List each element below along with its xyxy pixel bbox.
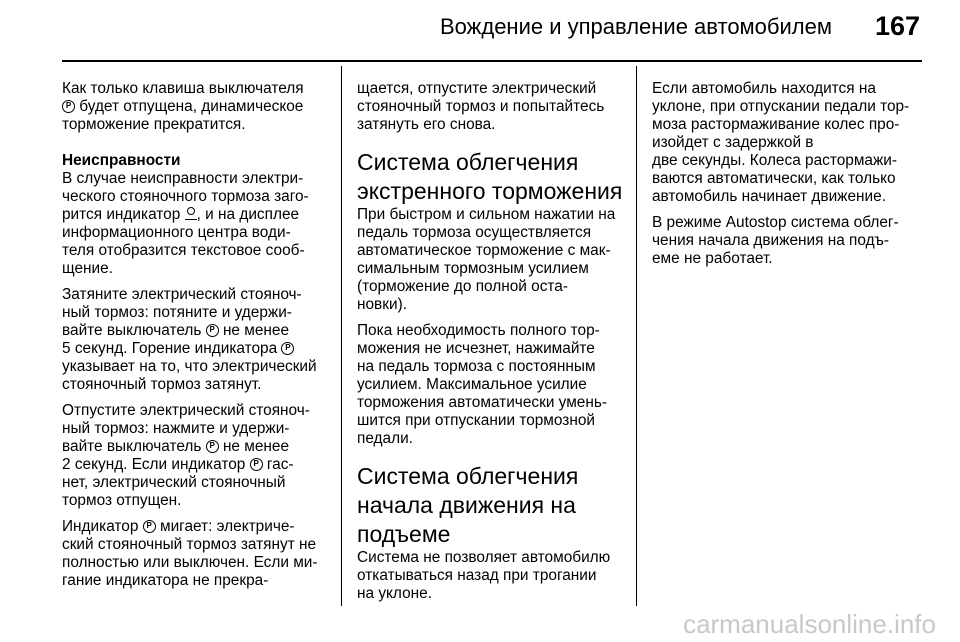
paragraph: Система не позволяет автомобилю откатываться назад при трогании на уклоне. (357, 549, 611, 602)
parking-brake-icon (206, 324, 219, 337)
header-divider (62, 60, 922, 62)
paragraph: В режиме Autostop система облег- чения начала движения на подъ- еме не работает. (652, 214, 899, 267)
column-divider (341, 66, 342, 606)
column-1 (62, 80, 332, 598)
page-number: 167 (874, 11, 920, 41)
paragraph: Отпустите электрический стояноч- ный тормоз: нажмите и удержи- вайте выключатель P не менее 2 секунд. Если индикатор P гас- нет, электрический стояночный тормоз отпущен. (62, 402, 332, 510)
page-header (0, 0, 960, 62)
column-2 (357, 80, 627, 611)
watermark: carmanualsonline.info (683, 609, 936, 639)
paragraph: Пока необходимость полного тор- можения не исчезнет, нажимайте на педаль тормоза с постоянным усилием. Максимальное усилие торможения автоматически умень- шится при отпускании тормозной педали. (357, 322, 607, 447)
parking-brake-icon (143, 520, 156, 533)
parking-brake-icon (250, 458, 263, 471)
column-divider (636, 66, 637, 606)
paragraph: Неисправности В случае неисправности электри- ческого стояночного тормоза заго- рится индикатор , и на дисплее информационного центра води- теля отобразится текстовое сооб- щение. (62, 152, 309, 277)
parking-brake-icon (62, 100, 75, 113)
parking-brake-icon (281, 342, 294, 355)
column-3 (652, 80, 922, 276)
paragraph: щается, отпустите электрический стояночный тормоз и попытайтесь затянуть его снова. (357, 80, 605, 133)
subheading: Неисправности (62, 152, 181, 169)
paragraph: Если автомобиль находится на уклоне, при отпускании педали тор- моза растормаживание колес про- изойдет с задержкой в две секунды. Колеса растормажи- ваются автоматически, как только автомобиль начинает движение. (652, 80, 910, 205)
paragraph: Затяните электрический стояноч- ный тормоз: потяните и удержи- вайте выключатель P не менее 5 секунд. Горение индикатора P указывает на то, что электрический стояночный тормоз затянут. (62, 286, 332, 394)
brake-fault-icon (185, 207, 197, 221)
page-title: Вождение и управление автомобилем (439, 14, 832, 39)
paragraph: При быстром и сильном нажатии на педаль тормоза осуществляется автоматическое торможение с мак- симальным тормозным усилием (торможение до полной оста- новки). (357, 206, 616, 313)
paragraph: Индикатор P мигает: электриче- ский стояночный тормоз затянут не полностью или выключен. Если ми- гание индикатора не прекра- (62, 518, 332, 590)
section-heading: Система облегчения экстренного торможения (357, 149, 623, 204)
parking-brake-icon (206, 440, 219, 453)
section-heading: Система облегчения начала движения на подъеме (357, 463, 579, 547)
paragraph: Как только клавиша выключателя P будет отпущена, динамическое торможение прекратится. (62, 80, 332, 134)
